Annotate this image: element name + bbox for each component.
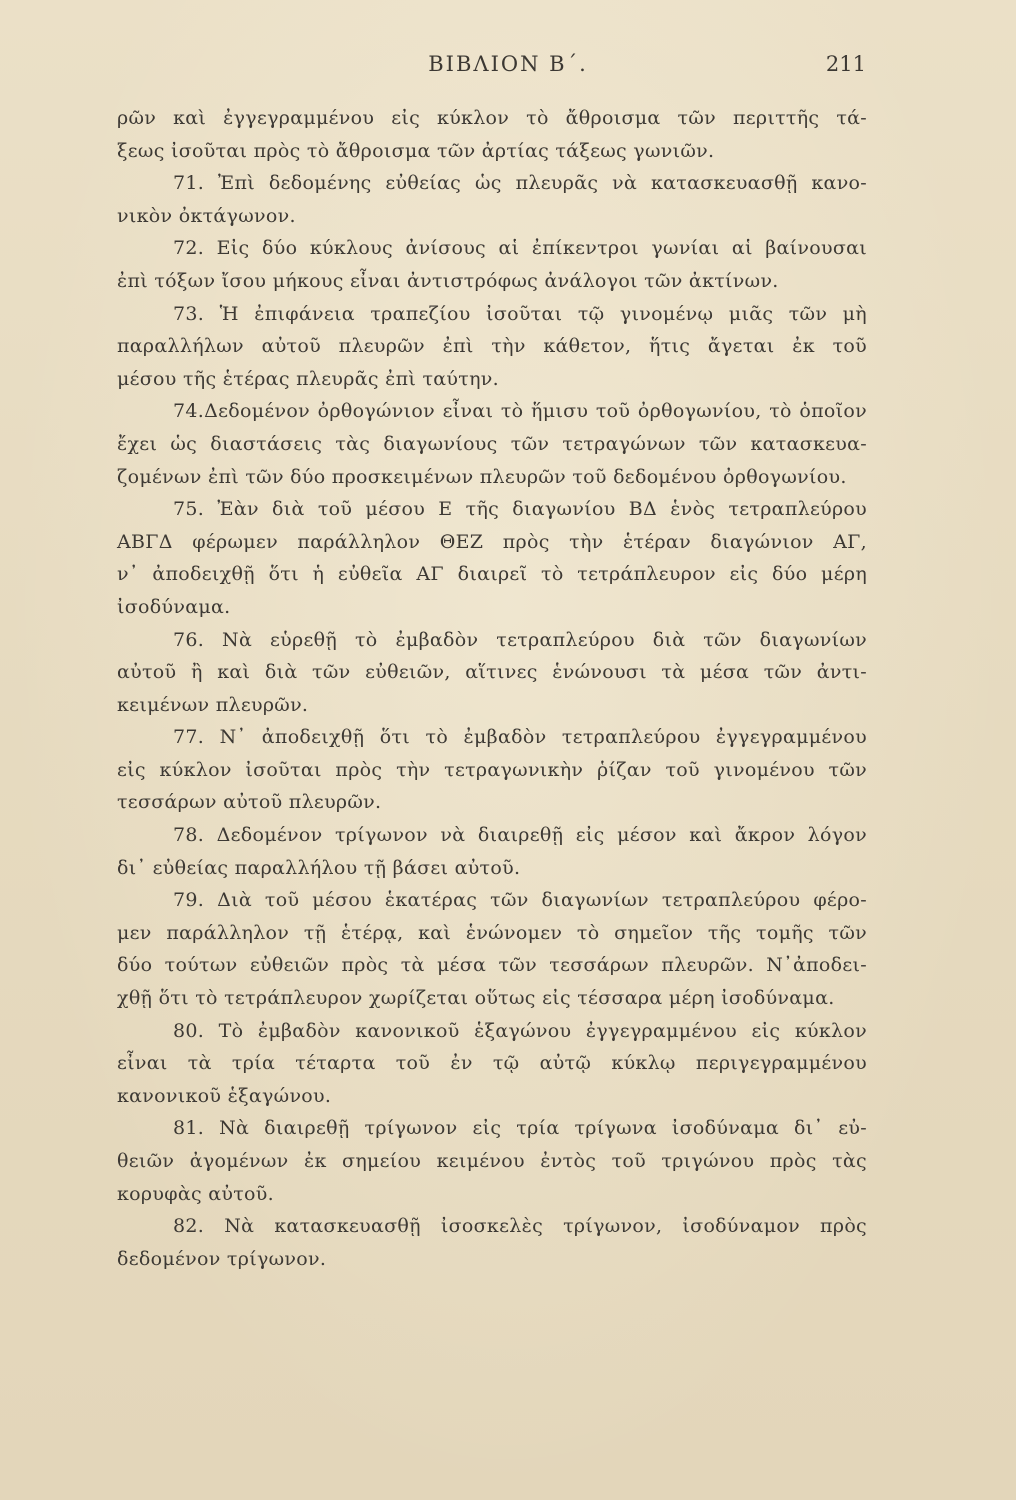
problem-76-start: 76. Νὰ εὑρεθῇ τὸ ἐμβαδὸν τετραπλεύρου διὰ τῶν διαγωνίων (173, 628, 867, 651)
text-line: δεδομένον τρίγωνον. (117, 1247, 327, 1270)
text-line: τεσσάρων αὐτοῦ πλευρῶν. (117, 791, 382, 814)
text-line: ρῶν καὶ ἐγγεγραμμένου εἰς κύκλον τὸ ἄθροισμα τῶν περιττῆς τά- (117, 107, 867, 129)
text-line: ἐπὶ τόξων ἴσου μήκους εἶναι ἀντιστρόφως ἀνάλογοι τῶν ἀκτίνων. (117, 269, 779, 292)
problem-82-start: 82. Νὰ κατασκευασθῇ ἰσοσκελὲς τρίγωνον, ἰσοδύναμον πρὸς (173, 1215, 867, 1238)
problem-75-start: 75. Ἐὰν διὰ τοῦ μέσου Ε τῆς διαγωνίου ΒΔ ἑνὸς τετραπλεύρου (173, 498, 867, 521)
problem-80-start: 80. Τὸ ἐμβαδὸν κανονικοῦ ἑξαγώνου ἐγγεγραμμένου εἰς κύκλον (173, 1019, 867, 1042)
problem-71-start: 71. Ἐπὶ δεδομένης εὐθείας ὡς πλευρᾶς νὰ κατασκευασθῇ κανο- (173, 172, 867, 195)
text-line: παραλλήλων αὐτοῦ πλευρῶν ἐπὶ τὴν κάθετον, ἥτις ἄγεται ἐκ τοῦ (117, 335, 867, 358)
text-line: χθῇ ὅτι τὸ τετράπλευρον χωρίζεται οὕτως εἰς τέσσαρα μέρη ἰσοδύναμα. (117, 987, 835, 1010)
text-line: νικὸν ὀκτάγωνον. (117, 204, 296, 227)
text-line: κανονικοῦ ἑξαγώνου. (117, 1084, 332, 1107)
text-line: δι᾽ εὐθείας παραλλήλου τῇ βάσει αὐτοῦ. (117, 856, 521, 879)
problem-74-start: 74.Δεδομένον ὀρθογώνιον εἶναι τὸ ἥμισυ τοῦ ὀρθογωνίου, τὸ ὁποῖον (173, 400, 867, 423)
text-line: ξεως ἰσοῦται πρὸς τὸ ἄθροισμα τῶν ἀρτίας τάξεως γωνιῶν. (117, 139, 715, 162)
page-header (0, 48, 1016, 84)
text-line: ζομένων ἐπὶ τῶν δύο προσκειμένων πλευρῶν τοῦ δεδομένου ὀρθογωνίου. (117, 465, 847, 488)
text-line: μεν παράλληλον τῇ ἑτέρᾳ, καὶ ἑνώνομεν τὸ σημεῖον τῆς τομῆς τῶν (117, 921, 867, 944)
problem-77-start: 77. Ν᾽ ἀποδειχθῇ ὅτι τὸ ἐμβαδὸν τετραπλεύρου ἐγγεγραμμένου (173, 726, 867, 749)
text-line: κειμένων πλευρῶν. (117, 693, 309, 716)
text-line: μέσου τῆς ἑτέρας πλευρᾶς ἐπὶ ταύτην. (117, 367, 499, 390)
problem-list (117, 102, 867, 1275)
problem-73-start: 73. Ἡ ἐπιφάνεια τραπεζίου ἰσοῦται τῷ γινομένῳ μιᾶς τῶν μὴ (173, 302, 867, 325)
problem-78-start: 78. Δεδομένον τρίγωνον νὰ διαιρεθῇ εἰς μέσον καὶ ἄκρον λόγον (173, 824, 867, 847)
problem-81-start: 81. Νὰ διαιρεθῇ τρίγωνον εἰς τρία τρίγωνα ἰσοδύναμα δι᾽ εὐ- (173, 1117, 867, 1140)
page-number: 211 (825, 52, 866, 76)
text-line: ἰσοδύναμα. (117, 595, 231, 618)
text-line: ν᾽ ἀποδειχθῇ ὅτι ἡ εὐθεῖα ΑΓ διαιρεῖ τὸ τετράπλευρον εἰς δύο μέρη (117, 563, 867, 586)
running-title: ΒΙΒΛΙΟΝ Β΄. (428, 52, 588, 76)
text-line: εἶναι τὰ τρία τέταρτα τοῦ ἐν τῷ αὐτῷ κύκλῳ περιγεγραμμένου (117, 1052, 867, 1075)
problem-79-start: 79. Διὰ τοῦ μέσου ἑκατέρας τῶν διαγωνίων τετραπλεύρου φέρο- (173, 889, 867, 912)
text-line: ἔχει ὡς διαστάσεις τὰς διαγωνίους τῶν τετραγώνων τῶν κατασκευα- (117, 432, 867, 455)
text-line: κορυφὰς αὐτοῦ. (117, 1182, 274, 1205)
text-line: θειῶν ἀγομένων ἐκ σημείου κειμένου ἐντὸς τοῦ τριγώνου πρὸς τὰς (117, 1150, 867, 1172)
problem-72-start: 72. Εἰς δύο κύκλους ἀνίσους αἱ ἐπίκεντροι γωνίαι αἱ βαίνουσαι (173, 237, 867, 260)
text-line: αὐτοῦ ἢ καὶ διὰ τῶν εὐθειῶν, αἵτινες ἑνώνουσι τὰ μέσα τῶν ἀντι- (117, 661, 867, 684)
text-line: δύο τούτων εὐθειῶν πρὸς τὰ μέσα τῶν τεσσάρων πλευρῶν. Ν᾽ἀποδει- (117, 954, 867, 977)
text-line: εἰς κύκλον ἰσοῦται πρὸς τὴν τετραγωνικὴν ῥίζαν τοῦ γινομένου τῶν (117, 758, 867, 781)
text-line: ΑΒΓΔ φέρωμεν παράλληλον ΘΕΖ πρὸς τὴν ἑτέραν διαγώνιον ΑΓ, (117, 530, 867, 553)
